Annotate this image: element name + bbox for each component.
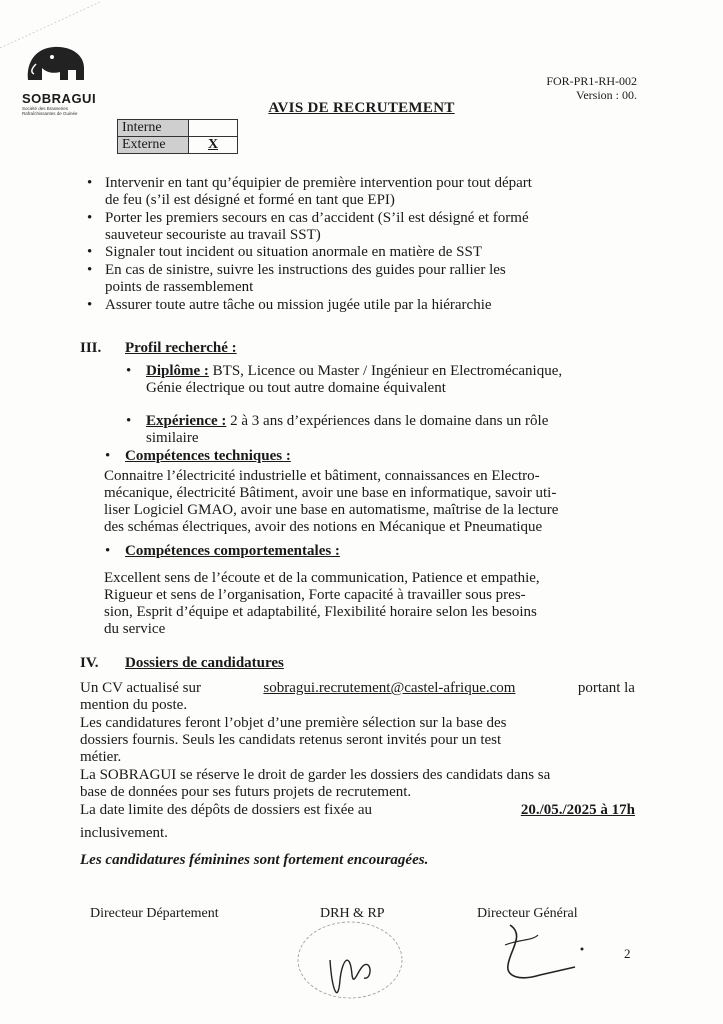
text-line: Les candidatures feront l’objet d’une première sélection sur la base des — [80, 715, 507, 731]
diploma-text-2: Génie électrique ou tout autre domaine équivalent — [146, 380, 446, 396]
text-line: mécanique, électricité Bâtiment, avoir une base en informatique, savoir uti- — [104, 485, 557, 501]
text-line: sion, Esprit d’équipe et adaptabilité, Flexibilité horaire selon les besoins — [104, 604, 537, 620]
duty-line: de feu (s’il est désigné et formé en tant que EPI) — [105, 192, 395, 208]
page-title: AVIS DE RECRUTEMENT — [268, 100, 455, 116]
cv-text-end: portant la — [577, 680, 635, 696]
duty-line: • Signaler tout incident ou situation anormale en matière de SST — [105, 244, 482, 260]
text-line: des schémas électriques, avoir des notions en Mécanique et Pneumatique — [104, 519, 543, 535]
tech-skills-label: Compétences techniques : — [125, 448, 291, 464]
list-item — [105, 297, 492, 314]
text-line: Excellent sens de l’écoute et de la communication, Patience et empathie, — [104, 570, 540, 586]
text-line: Rigueur et sens de l’organisation, Forte capacité à travailler sous pres- — [104, 587, 526, 603]
section-number: III. — [80, 340, 102, 356]
cv-paragraph — [80, 680, 635, 714]
retention-paragraph — [80, 767, 635, 801]
tech-skills-text — [104, 468, 638, 536]
experience-text-2: similaire — [146, 430, 199, 446]
diploma-label: Diplôme : — [146, 363, 209, 379]
list-item — [105, 210, 529, 244]
cv-text: Un CV actualisé sur — [80, 680, 201, 696]
text-line: dossiers fournis. Seuls les candidats retenus seront invités pour un test — [80, 732, 502, 748]
section-title: Dossiers de candidatures — [125, 655, 284, 671]
deadline-date: 20./05./2025 à 17h — [520, 802, 635, 818]
signatory-department: Directeur Département — [90, 906, 219, 921]
duty-line: • En cas de sinistre, suivre les instructions des guides pour rallier les — [105, 262, 506, 278]
type-label-external: Externe — [118, 137, 189, 154]
list-item — [146, 363, 562, 397]
table-row — [118, 120, 238, 137]
logo-subtitle: Société des Brasseries Rafraîchissantes de Guinée — [22, 106, 78, 116]
doc-code: FOR-PR1-RH-002 — [546, 74, 637, 88]
text-line: Connaitre l’électricité industrielle et bâtiment, connaissances en Electro- — [104, 468, 540, 484]
text-line: du service — [104, 621, 166, 637]
page-number: 2 — [624, 946, 631, 961]
text-line: base de données pour ses futurs projets de recrutement. — [80, 784, 412, 800]
text-line: métier. — [80, 749, 122, 765]
text-line: La SOBRAGUI se réserve le droit de garder les dossiers des candidats dans sa — [80, 767, 551, 783]
section-number: IV. — [80, 655, 99, 671]
section-title: Profil recherché : — [125, 340, 237, 356]
duty-line: • Assurer toute autre tâche ou mission jugée utile par la hiérarchie — [105, 297, 492, 313]
cv-line-2: mention du poste. — [80, 697, 188, 713]
hr-signature-stamp — [290, 920, 410, 1010]
behavioral-skills-text — [104, 570, 638, 638]
duty-line: points de rassemblement — [105, 279, 254, 295]
selection-paragraph — [80, 715, 635, 766]
elephant-logo-icon — [22, 42, 92, 84]
duty-line: • Porter les premiers secours en cas d’accident (S’il est désigné et formé — [105, 210, 529, 226]
deadline-paragraph — [80, 802, 635, 842]
duty-line: • Intervenir en tant qu’équipier de première intervention pour tout départ — [105, 175, 532, 191]
deadline-end: inclusivement. — [80, 825, 168, 841]
doc-version: Version : 00. — [576, 88, 637, 102]
experience-label: Expérience : — [146, 413, 227, 429]
type-mark-internal — [189, 120, 238, 137]
deadline-text: La date limite des dépôts de dossiers est fixée au — [80, 802, 372, 818]
type-mark-external: X — [189, 137, 238, 154]
list-item — [146, 413, 548, 447]
duty-line: sauveteur secouriste au travail SST) — [105, 227, 321, 243]
list-item — [105, 244, 482, 261]
table-row — [118, 137, 238, 154]
document-reference — [546, 74, 637, 102]
signatory-hr: DRH & RP — [320, 906, 385, 921]
signatory-general: Directeur Général — [477, 906, 578, 921]
diploma-text: BTS, Licence ou Master / Ingénieur en Electromécanique, — [212, 363, 563, 379]
general-signature — [480, 915, 600, 995]
behavioral-skills-label: Compétences comportementales : — [125, 543, 340, 559]
logo-name: SOBRAGUI — [22, 91, 97, 106]
list-item — [125, 543, 340, 560]
recruitment-email-link[interactable]: sobragui.recrutement@castel-afrique.com — [263, 680, 516, 696]
type-label-internal: Interne — [118, 120, 189, 137]
recruitment-type-table — [117, 119, 238, 154]
text-line: liser Logiciel GMAO, avoir une base en automatisme, maîtrise de la lecture — [104, 502, 559, 518]
encouragement-note: Les candidatures féminines sont fortement encouragées. — [80, 852, 429, 868]
list-item — [125, 448, 291, 465]
list-item — [105, 175, 532, 209]
list-item — [105, 262, 506, 296]
experience-text: 2 à 3 ans d’expériences dans le domaine dans un rôle — [230, 413, 549, 429]
